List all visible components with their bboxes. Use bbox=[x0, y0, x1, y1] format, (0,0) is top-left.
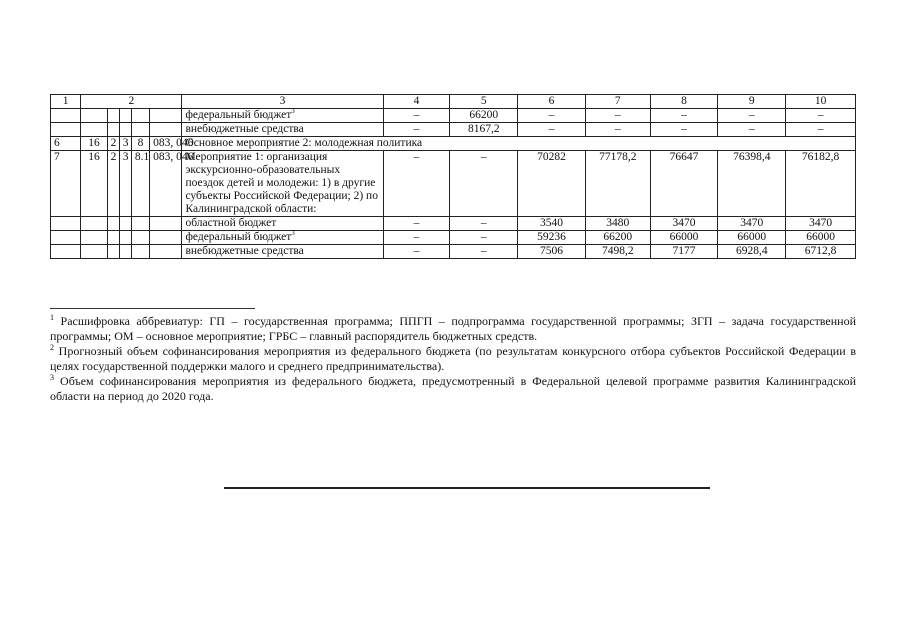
value-cell: – bbox=[383, 123, 450, 137]
value-cell: – bbox=[383, 231, 450, 245]
row-label-text: федеральный бюджет bbox=[185, 109, 292, 121]
value-cell: – bbox=[383, 109, 450, 123]
empty-cell bbox=[51, 231, 81, 245]
table-row bbox=[51, 109, 856, 123]
header-cell: 3 bbox=[182, 95, 383, 109]
row-label: Мероприятие 1: организация экскурсионно-образовательных поездок детей и молодежи: 1) в другие субъекты Российской Федерации; 2) по Калининградской области: bbox=[182, 151, 383, 217]
pp-code: 2 bbox=[107, 151, 119, 217]
value-cell: – bbox=[518, 109, 586, 123]
footnote-mark: 3 bbox=[50, 373, 54, 382]
empty-cell bbox=[150, 217, 182, 231]
value-cell: 7177 bbox=[650, 245, 718, 259]
empty-cell bbox=[150, 123, 182, 137]
header-cell: 7 bbox=[585, 95, 650, 109]
footnote-separator bbox=[50, 308, 255, 309]
row-label: внебюджетные средства bbox=[182, 245, 383, 259]
footnotes bbox=[50, 314, 856, 404]
value-cell: 3470 bbox=[718, 217, 786, 231]
header-cell: 6 bbox=[518, 95, 586, 109]
table-row bbox=[51, 231, 856, 245]
empty-cell bbox=[131, 245, 149, 259]
grbs-code: 083, 046 bbox=[150, 137, 182, 151]
gp-code: 16 bbox=[81, 137, 107, 151]
table-row bbox=[51, 123, 856, 137]
value-cell: – bbox=[786, 123, 856, 137]
value-cell: – bbox=[383, 217, 450, 231]
empty-cell bbox=[81, 123, 107, 137]
empty-cell bbox=[107, 123, 119, 137]
footnote-text: Прогнозный объем софинансирования мероприятия из федерального бюджета (по результатам конкурсного отбора субъектов Российской Федерации в целях государственной поддержки малого и среднего предпринимательства). bbox=[50, 344, 856, 373]
value-cell: 59236 bbox=[518, 231, 586, 245]
empty-cell bbox=[81, 231, 107, 245]
footnote-ref: 3 bbox=[291, 107, 295, 116]
value-cell: 3540 bbox=[518, 217, 586, 231]
value-cell: 66200 bbox=[585, 231, 650, 245]
om-code: 8.1 bbox=[131, 151, 149, 217]
empty-cell bbox=[51, 245, 81, 259]
empty-cell bbox=[107, 109, 119, 123]
value-cell: – bbox=[585, 123, 650, 137]
empty-cell bbox=[119, 245, 131, 259]
value-cell: – bbox=[518, 123, 586, 137]
empty-cell bbox=[150, 245, 182, 259]
table-row bbox=[51, 245, 856, 259]
value-cell: – bbox=[786, 109, 856, 123]
empty-cell bbox=[51, 123, 81, 137]
value-cell: 66000 bbox=[786, 231, 856, 245]
empty-cell bbox=[150, 231, 182, 245]
om-code: 8 bbox=[131, 137, 149, 151]
value-cell: – bbox=[718, 123, 786, 137]
end-rule bbox=[224, 487, 710, 489]
value-cell: – bbox=[718, 109, 786, 123]
row-number: 7 bbox=[51, 151, 81, 217]
program-table bbox=[50, 94, 856, 259]
footnote-mark: 1 bbox=[50, 313, 54, 322]
value-cell: – bbox=[585, 109, 650, 123]
row-number: 6 bbox=[51, 137, 81, 151]
empty-cell bbox=[81, 245, 107, 259]
header-cell: 2 bbox=[81, 95, 182, 109]
value-cell: 66000 bbox=[650, 231, 718, 245]
value-cell: – bbox=[450, 217, 518, 231]
value-cell: 7498,2 bbox=[585, 245, 650, 259]
row-label: Основное мероприятие 2: молодежная политика bbox=[182, 137, 856, 151]
zgp-code: 3 bbox=[119, 137, 131, 151]
value-cell: 7506 bbox=[518, 245, 586, 259]
empty-cell bbox=[119, 123, 131, 137]
empty-cell bbox=[131, 231, 149, 245]
footnote-text: Расшифровка аббревиатур: ГП – государственная программа; ППГП – подпрограмма государственной программы; ЗГП – задача государственной программы; ОМ – основное мероприятие; ГРБС – главный распорядитель бюджетных средств. bbox=[50, 314, 856, 343]
empty-cell bbox=[119, 217, 131, 231]
value-cell: – bbox=[383, 151, 450, 217]
row-label-text: федеральный бюджет bbox=[185, 231, 292, 243]
footnote bbox=[50, 344, 856, 373]
empty-cell bbox=[81, 217, 107, 231]
value-cell: – bbox=[450, 151, 518, 217]
value-cell: 6712,8 bbox=[786, 245, 856, 259]
pp-code: 2 bbox=[107, 137, 119, 151]
table-row bbox=[51, 217, 856, 231]
footnote bbox=[50, 374, 856, 403]
empty-cell bbox=[131, 123, 149, 137]
empty-cell bbox=[119, 109, 131, 123]
footnote-text: Объем софинансирования мероприятия из федерального бюджета, предусмотренный в Федеральной целевой программе развития Калининградской области на период до 2020 года. bbox=[50, 374, 857, 403]
table-row bbox=[51, 137, 856, 151]
row-label bbox=[182, 109, 383, 123]
value-cell: – bbox=[650, 109, 718, 123]
footnote bbox=[50, 314, 856, 343]
gp-code: 16 bbox=[81, 151, 107, 217]
empty-cell bbox=[131, 109, 149, 123]
value-cell: 66000 bbox=[718, 231, 786, 245]
table-header-row bbox=[51, 95, 856, 109]
value-cell: 76398,4 bbox=[718, 151, 786, 217]
grbs-code: 083, 046 bbox=[150, 151, 182, 217]
value-cell: – bbox=[450, 231, 518, 245]
value-cell: – bbox=[650, 123, 718, 137]
row-label: внебюджетные средства bbox=[182, 123, 383, 137]
empty-cell bbox=[107, 217, 119, 231]
value-cell: 76182,8 bbox=[786, 151, 856, 217]
value-cell: – bbox=[383, 245, 450, 259]
zgp-code: 3 bbox=[119, 151, 131, 217]
value-cell: 66200 bbox=[450, 109, 518, 123]
empty-cell bbox=[51, 217, 81, 231]
header-cell: 10 bbox=[786, 95, 856, 109]
footnote-ref: 3 bbox=[291, 229, 295, 238]
empty-cell bbox=[51, 109, 81, 123]
value-cell: 8167,2 bbox=[450, 123, 518, 137]
empty-cell bbox=[107, 245, 119, 259]
row-label: областной бюджет bbox=[182, 217, 383, 231]
table-row bbox=[51, 151, 856, 217]
value-cell: 70282 bbox=[518, 151, 586, 217]
value-cell: 3470 bbox=[786, 217, 856, 231]
header-cell: 4 bbox=[383, 95, 450, 109]
header-cell: 8 bbox=[650, 95, 718, 109]
footnote-mark: 2 bbox=[50, 343, 54, 352]
row-label bbox=[182, 231, 383, 245]
empty-cell bbox=[107, 231, 119, 245]
header-cell: 1 bbox=[51, 95, 81, 109]
value-cell: 6928,4 bbox=[718, 245, 786, 259]
header-cell: 9 bbox=[718, 95, 786, 109]
empty-cell bbox=[119, 231, 131, 245]
value-cell: 77178,2 bbox=[585, 151, 650, 217]
value-cell: 3480 bbox=[585, 217, 650, 231]
value-cell: 3470 bbox=[650, 217, 718, 231]
empty-cell bbox=[150, 109, 182, 123]
empty-cell bbox=[131, 217, 149, 231]
value-cell: 76647 bbox=[650, 151, 718, 217]
header-cell: 5 bbox=[450, 95, 518, 109]
empty-cell bbox=[81, 109, 107, 123]
value-cell: – bbox=[450, 245, 518, 259]
